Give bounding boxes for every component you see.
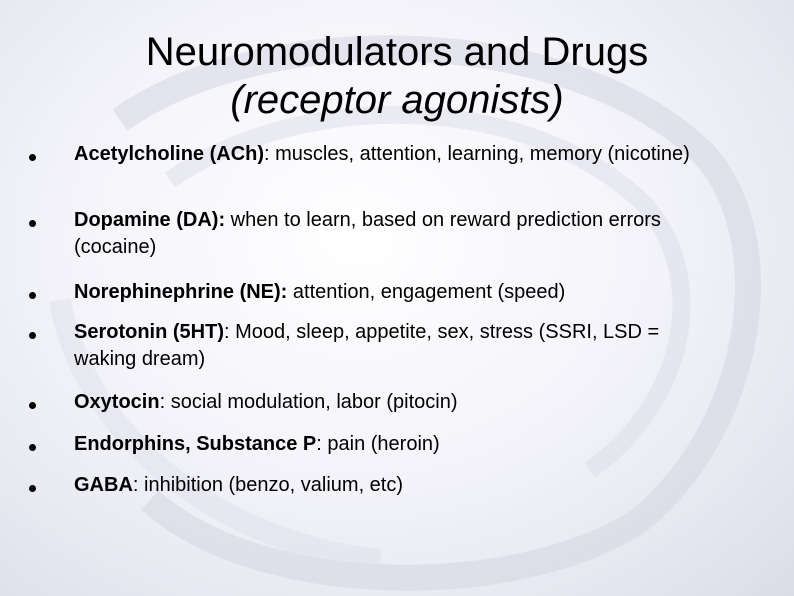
- bullet-item: [74, 279, 724, 306]
- bullet-item: [74, 319, 724, 373]
- bullet-dot: [29, 220, 36, 227]
- bullet-text: : inhibition (benzo, valium, etc): [132, 474, 404, 496]
- bullet-text: : muscles, attention, learning, memory (nicotine): [264, 143, 690, 165]
- bullet-dot: [29, 485, 36, 492]
- bullet-term: Oxytocin: [74, 391, 160, 413]
- bullet-dot: [29, 292, 36, 299]
- bullet-item: [74, 207, 724, 261]
- bullet-item: [74, 141, 724, 168]
- bullet-text: : pain (heroin): [316, 433, 440, 455]
- bullet-dot: [29, 402, 36, 409]
- bullet-item: [74, 431, 724, 458]
- bullet-text: when to learn, based on reward prediction errors (cocaine): [74, 209, 661, 258]
- bullet-text: attention, engagement (speed): [287, 281, 566, 303]
- bullet-dot: [29, 444, 36, 451]
- bullet-dot: [29, 154, 36, 161]
- bullet-term: Serotonin (5HT): [74, 321, 224, 343]
- bullet-term: Acetylcholine (ACh): [74, 143, 265, 165]
- bullet-term: Norephinephrine (NE):: [74, 281, 288, 303]
- bullet-dot: [29, 332, 36, 339]
- bullet-item: [74, 472, 724, 499]
- bullet-text: : social modulation, labor (pitocin): [159, 391, 458, 413]
- bullet-term: GABA: [74, 474, 133, 496]
- bullet-item: [74, 389, 724, 416]
- title-line-1: Neuromodulators and Drugs: [145, 30, 649, 74]
- bullet-term: Endorphins, Substance P: [74, 433, 317, 455]
- bullet-text: : Mood, sleep, appetite, sex, stress (SSRI, LSD = waking dream): [74, 321, 660, 370]
- bullet-term: Dopamine (DA):: [74, 209, 226, 231]
- title-line-2: (receptor agonists): [230, 78, 564, 122]
